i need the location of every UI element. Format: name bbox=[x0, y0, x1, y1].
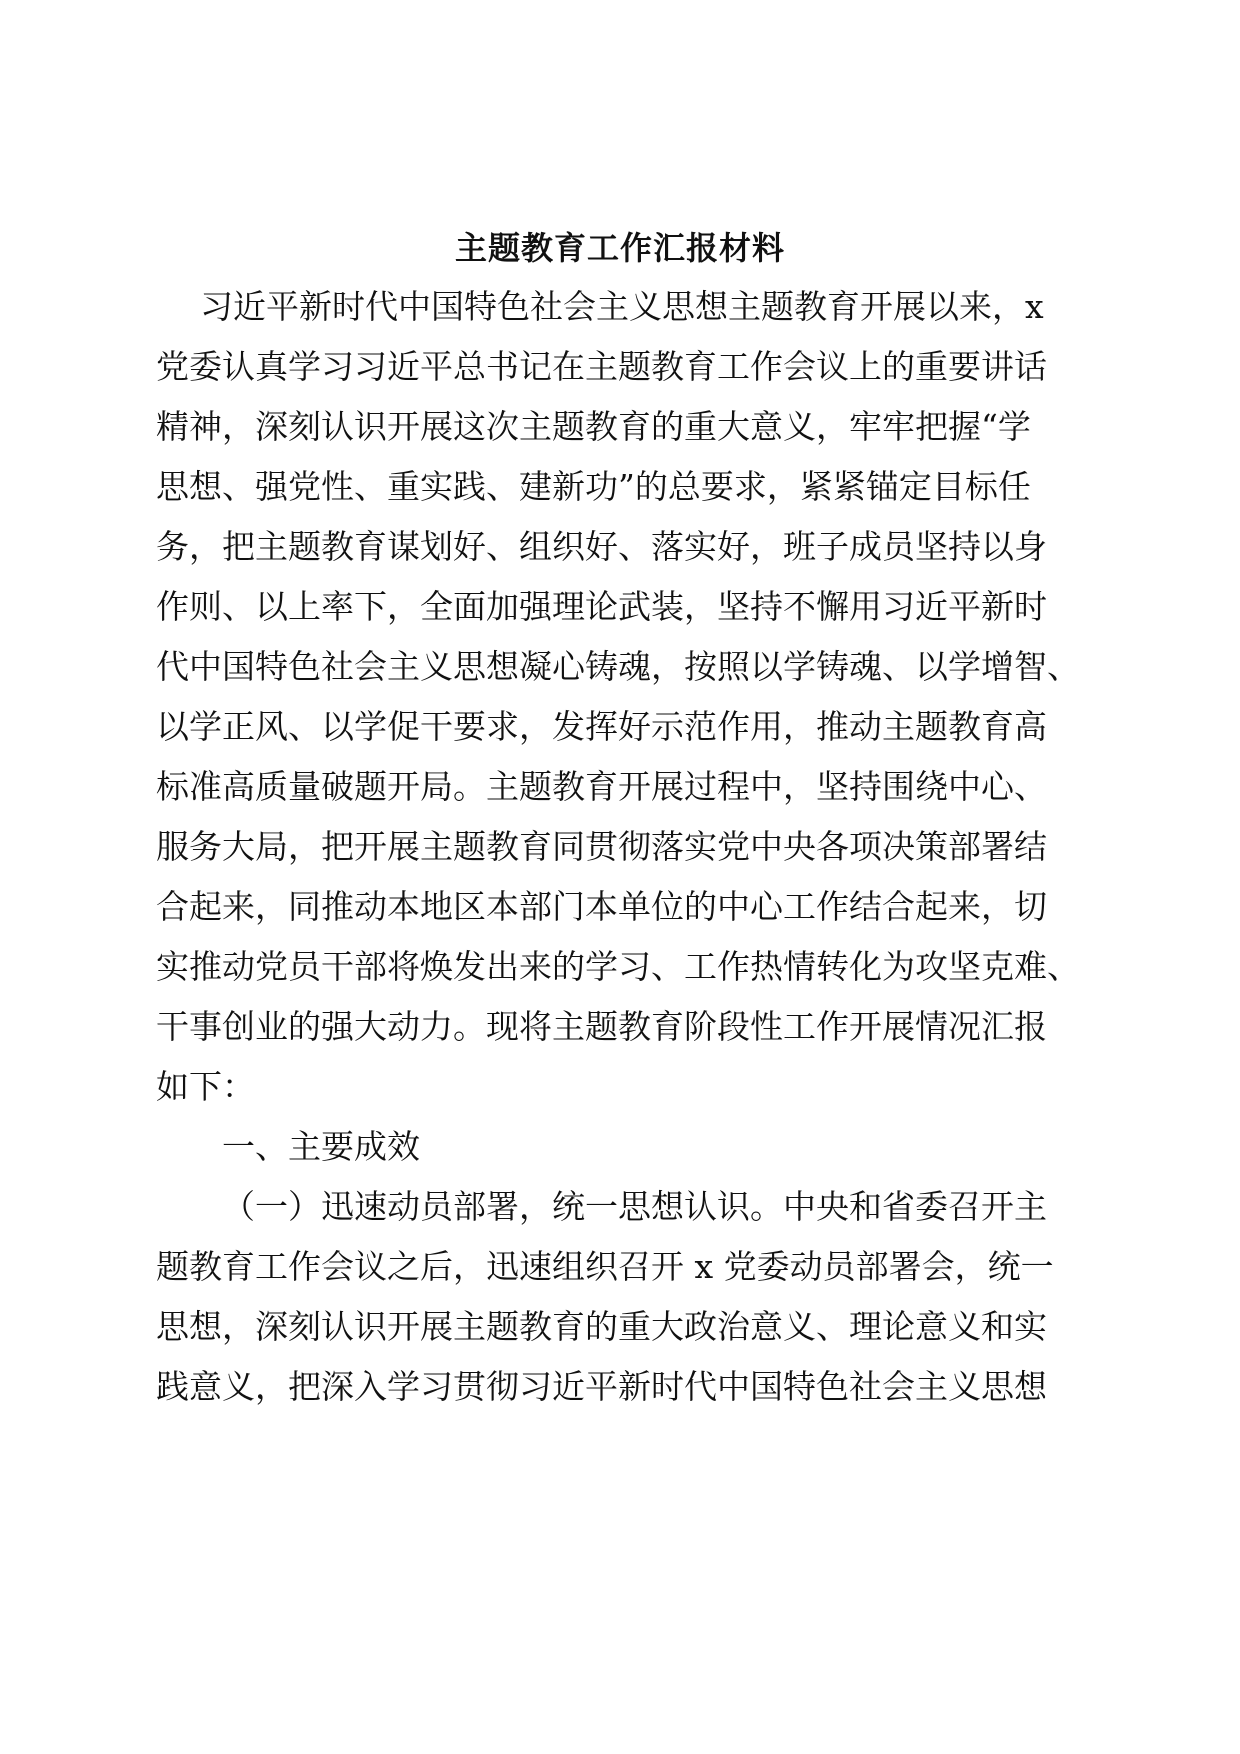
document-title: 主题教育工作汇报材料 bbox=[454, 229, 785, 267]
paragraph-line: （一）迅速动员部署，统一思想认识。中央和省委召开主 bbox=[222, 1187, 1047, 1226]
paragraph-line: 实推动党员干部将焕发出来的学习、工作热情转化为攻坚克难、 bbox=[156, 947, 1080, 986]
paragraph-line: 作则、以上率下，全面加强理论武装，坚持不懈用习近平新时 bbox=[156, 587, 1047, 626]
paragraph-line: 题教育工作会议之后，迅速组织召开 x 党委动员部署会，统一 bbox=[156, 1247, 1054, 1286]
paragraph-line: 精神，深刻认识开展这次主题教育的重大意义，牢牢把握“学 bbox=[156, 407, 1031, 446]
paragraph-line: 如下： bbox=[156, 1067, 255, 1106]
paragraph-line: 思想、强党性、重实践、建新功”的总要求，紧紧锚定目标任 bbox=[156, 467, 1031, 506]
paragraph-line: 践意义，把深入学习贯彻习近平新时代中国特色社会主义思想 bbox=[156, 1367, 1047, 1406]
paragraph-line: 干事创业的强大动力。现将主题教育阶段性工作开展情况汇报 bbox=[156, 1007, 1047, 1046]
paragraph-line: 代中国特色社会主义思想凝心铸魂，按照以学铸魂、以学增智、 bbox=[156, 647, 1080, 686]
paragraph-line: 习近平新时代中国特色社会主义思想主题教育开展以来，x bbox=[200, 287, 1044, 326]
paragraph-line: 服务大局，把开展主题教育同贯彻落实党中央各项决策部署结 bbox=[156, 827, 1047, 866]
paragraph-line: 以学正风、以学促干要求，发挥好示范作用，推动主题教育高 bbox=[156, 707, 1047, 746]
paragraph-line: 标准高质量破题开局。主题教育开展过程中，坚持围绕中心、 bbox=[156, 767, 1047, 806]
paragraph-line: 思想，深刻认识开展主题教育的重大政治意义、理论意义和实 bbox=[156, 1307, 1047, 1346]
section-heading: 一、主要成效 bbox=[222, 1127, 420, 1166]
paragraph-line: 合起来，同推动本地区本部门本单位的中心工作结合起来，切 bbox=[156, 887, 1047, 926]
paragraph-line: 务，把主题教育谋划好、组织好、落实好，班子成员坚持以身 bbox=[156, 527, 1047, 566]
paragraph-line: 党委认真学习习近平总书记在主题教育工作会议上的重要讲话 bbox=[156, 347, 1047, 386]
